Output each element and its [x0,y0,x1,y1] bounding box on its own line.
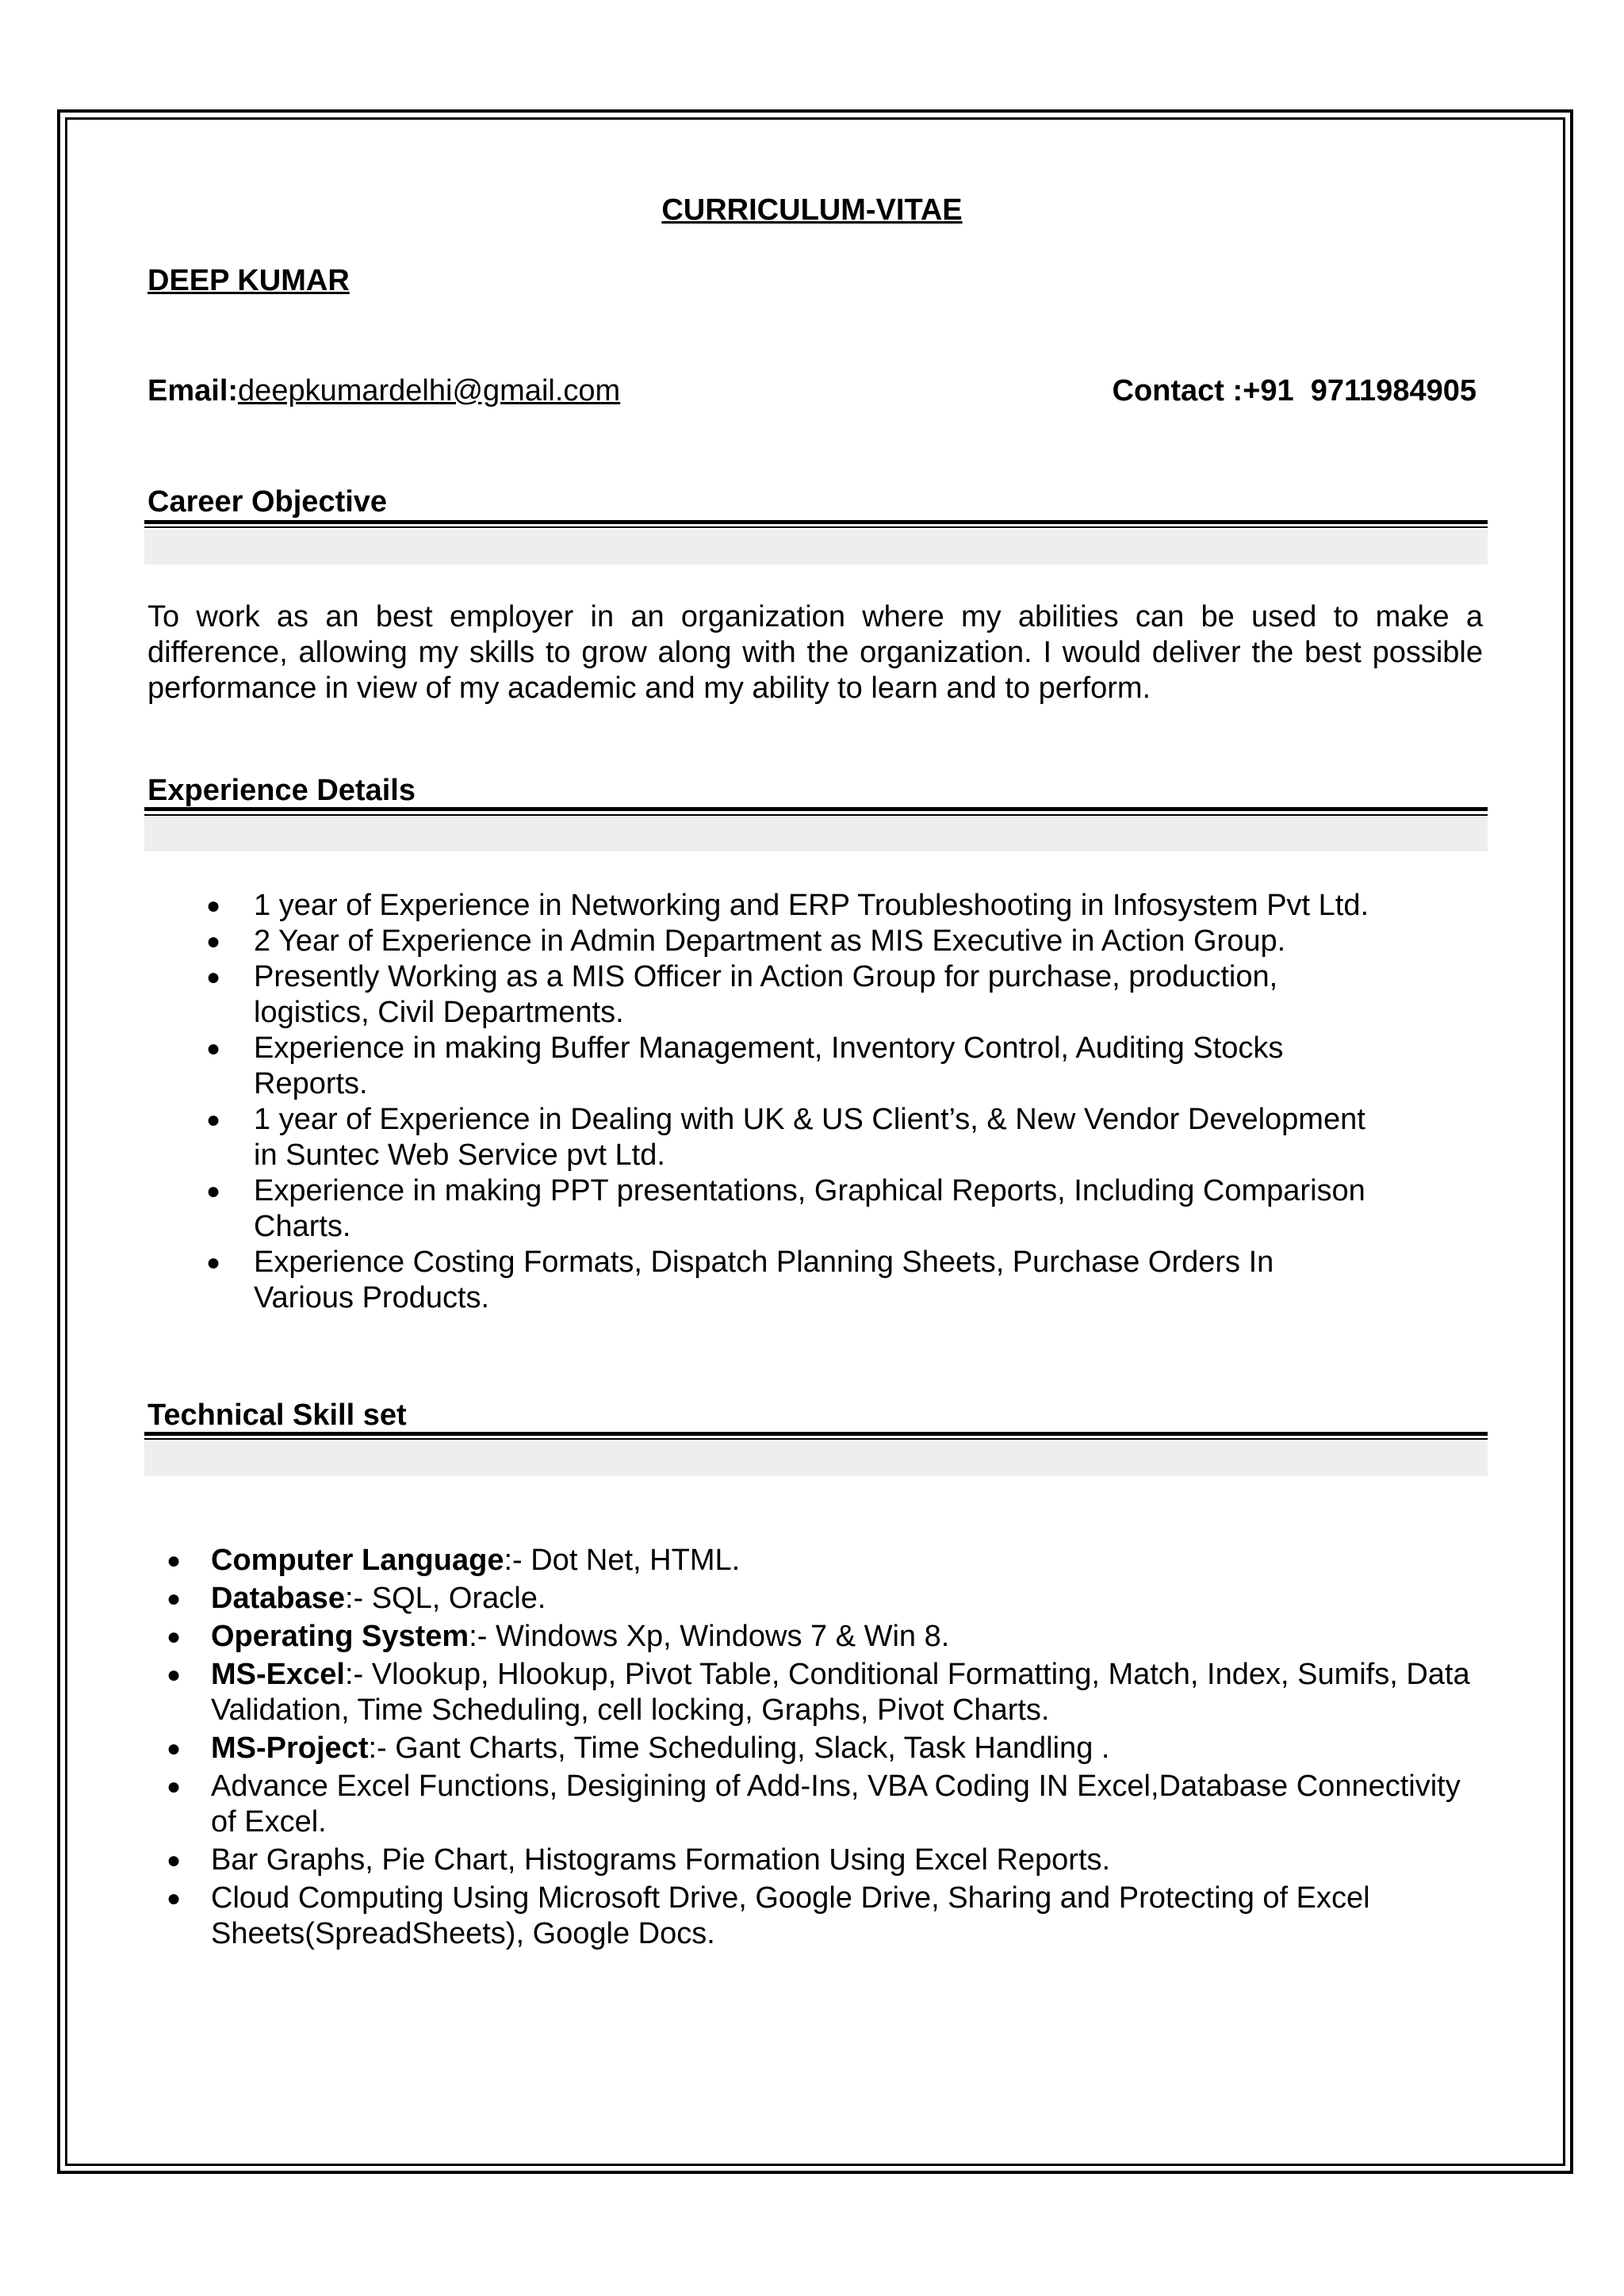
section-heading-career-objective: Career Objective [147,485,388,519]
bullet-icon: ● [167,1586,182,1612]
bullet-icon: ● [167,1885,182,1911]
skill-item: ● MS-Project:- Gant Charts, Time Scheduling, Slack, Task Handling . [167,1732,1110,1765]
experience-list [206,888,1380,1316]
document-title: CURRICULUM-VITAE [661,193,963,227]
career-objective-text: To work as an best employer in an organization where my abilities can be used to make a difference, allowing my skills to grow along with the organization. I would deliver the best possible performance in view of my academic and my ability to learn and to perform. [147,600,1483,705]
skills-list [167,1543,1488,1954]
section-rule-thin [144,1438,1488,1440]
bullet-icon: ● [206,928,221,955]
section-rule-thin [144,814,1488,816]
bullet-icon: ● [206,893,221,919]
section-heading-skills: Technical Skill set [147,1399,407,1432]
bullet-icon: ● [206,1249,221,1276]
bullet-icon: ● [167,1774,182,1800]
candidate-name: DEEP KUMAR [147,264,350,297]
section-shade [144,1441,1488,1476]
experience-item: ● Presently Working as a MIS Officer in Action Group for purchase, production, logistics, Civil Departments. [206,960,1278,1029]
skill-item: ● Operating System:- Windows Xp, Windows 7 & Win 8. [167,1620,950,1653]
skill-item: ● Computer Language:- Dot Net, HTML. [167,1544,741,1577]
bullet-icon: ● [167,1548,182,1574]
skill-item: ● Database:- SQL, Oracle. [167,1582,546,1615]
section-shade [144,817,1488,851]
skill-item: ● Bar Graphs, Pie Chart, Histograms Formation Using Excel Reports. [167,1843,1111,1877]
email-link[interactable]: deepkumardelhi@gmail.com [238,374,621,408]
experience-item: ● 2 Year of Experience in Admin Department as MIS Executive in Action Group. [206,924,1286,958]
email-line [147,374,620,408]
phone-contact: Contact :+91 9711984905 [1112,374,1477,408]
bullet-icon: ● [167,1847,182,1873]
experience-item: ● 1 year of Experience in Networking and ERP Troubleshooting in Infosystem Pvt Ltd. [206,889,1369,922]
skill-item: ● Advance Excel Functions, Desigining of Add-Ins, VBA Coding IN Excel,Database Connectivity of Excel. [167,1770,1461,1839]
bullet-icon: ● [206,1107,221,1133]
section-heading-experience: Experience Details [147,774,416,807]
bullet-icon: ● [206,964,221,990]
bullet-icon: ● [167,1662,182,1688]
section-rule [144,807,1488,811]
experience-item: ● Experience in making PPT presentations, Graphical Reports, Including Comparison Charts. [206,1174,1365,1243]
section-shade [144,530,1488,564]
bullet-icon: ● [206,1178,221,1204]
bullet-icon: ● [206,1035,221,1062]
experience-item: ● Experience in making Buffer Management, Inventory Control, Auditing Stocks Reports. [206,1031,1284,1100]
email-label: Email: [147,374,239,408]
experience-item: ● Experience Costing Formats, Dispatch Planning Sheets, Purchase Orders In Various Products. [206,1246,1274,1314]
bullet-icon: ● [167,1624,182,1650]
section-rule-thin [144,526,1488,528]
bullet-icon: ● [167,1735,182,1762]
section-rule [144,1432,1488,1436]
section-rule [144,520,1488,524]
experience-item: ● 1 year of Experience in Dealing with UK & US Client’s, & New Vendor Development in Suntec Web Service pvt Ltd. [206,1103,1365,1172]
skill-item: ● Cloud Computing Using Microsoft Drive, Google Drive, Sharing and Protecting of Excel Sheets(SpreadSheets), Google Docs. [167,1881,1370,1950]
skill-item: ● MS-Excel:- Vlookup, Hlookup, Pivot Table, Conditional Formatting, Match, Index, Sumifs, Data Validation, Time Scheduling, cell locking, Graphs, Pivot Charts. [167,1658,1470,1727]
